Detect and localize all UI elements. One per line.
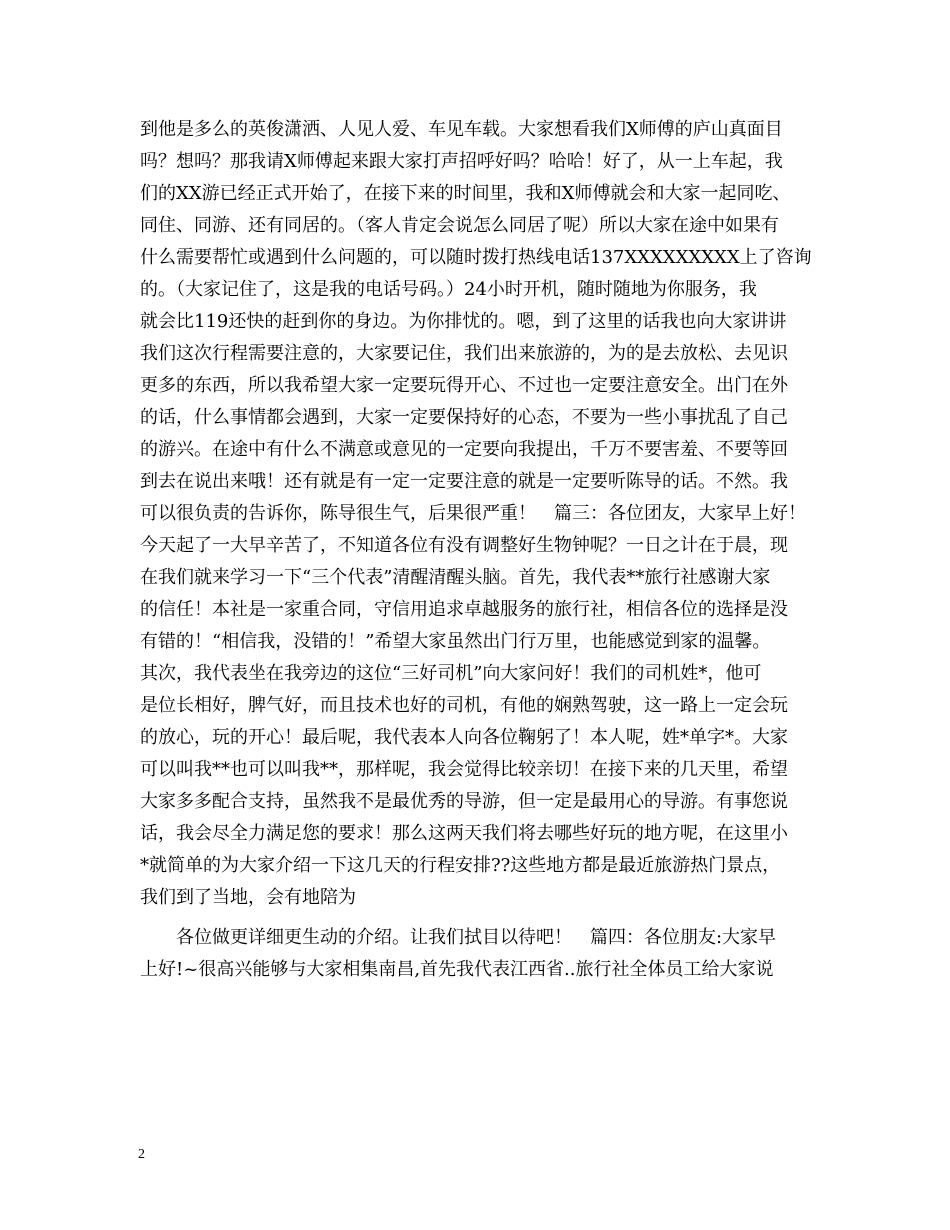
text-line: 就会比119还快的赶到你的身边。为你排忧的。嗯，到了这里的话我也向大家讲讲 xyxy=(140,311,787,332)
text-line: 的放心，玩的开心！最后呢，我代表本人向各位鞠躬了！本人呢，姓*单字*。大家 xyxy=(140,727,788,748)
text-line: 各位做更详细更生动的介绍。让我们拭目以待吧！ 篇四：各位朋友:大家早 xyxy=(176,927,777,948)
paragraph-gap xyxy=(140,914,840,922)
text-line: 的游兴。在途中有什么不满意或意见的一定要向我提出，千万不要害羞、不要等回 xyxy=(140,439,788,460)
text-line: 在我们就来学习一下“三个代表”清醒清醒头脑。首先，我代表**旅行社感谢大家 xyxy=(140,567,771,588)
page-number: 2 xyxy=(138,1147,145,1162)
text-line: 其次，我代表坐在我旁边的这位“三好司机”向大家问好！我们的司机姓*，他可 xyxy=(140,663,762,684)
text-line: 到去在说出来哦！还有就是有一定一定要注意的就是一定要听陈导的话。不然。我 xyxy=(140,471,788,492)
text-line: 的信任！本社是一家重合同，守信用追求卓越服务的旅行社，相信各位的选择是没 xyxy=(140,599,788,620)
text-line: 可以叫我**也可以叫我**，那样呢，我会觉得比较亲切！在接下来的几天里，希望 xyxy=(140,759,788,780)
text-line: 有错的！“相信我，没错的！”希望大家虽然出门行万里，也能感觉到家的温馨。 xyxy=(140,631,771,652)
text-line: 同住、同游、还有同居的。（客人肯定会说怎么同居了呢）所以大家在途中如果有 xyxy=(140,215,779,236)
body-text xyxy=(140,114,840,986)
paragraph-2 xyxy=(140,922,840,986)
text-line: 吗？想吗？那我请X师傅起来跟大家打声招呼好吗？哈哈！好了，从一上车起，我 xyxy=(140,151,783,172)
text-line: 今天起了一大早辛苦了，不知道各位有没有调整好生物钟呢？一日之计在于晨，现 xyxy=(140,535,788,556)
text-line: 什么需要帮忙或遇到什么问题的，可以随时拨打热线电话137XXXXXXXXX上了咨询 xyxy=(140,247,812,268)
text-line: 是位长相好，脾气好，而且技术也好的司机，有他的娴熟驾驶，这一路上一定会玩 xyxy=(140,695,788,716)
text-line: 们的XX游已经正式开始了，在接下来的时间里，我和X师傅就会和大家一起同吃、 xyxy=(140,183,791,204)
text-line: 上好!~很高兴能够与大家相集南昌,首先我代表江西省..旅行社全体员工给大家说 xyxy=(140,959,774,980)
text-line: 到他是多么的英俊潇洒、人见人爱、车见车载。大家想看我们X师傅的庐山真面目 xyxy=(140,119,783,140)
text-line: 大家多多配合支持，虽然我不是最优秀的导游，但一定是最用心的导游。有事您说 xyxy=(140,791,788,812)
text-line: *就简单的为大家介绍一下这几天的行程安排??这些地方都是最近旅游热门景点， xyxy=(140,855,781,876)
text-line: 话，我会尽全力满足您的要求！那么这两天我们将去哪些好玩的地方呢，在这里小 xyxy=(140,823,788,844)
text-line: 可以很负责的告诉你，陈导很生气，后果很严重！ 篇三：各位团友，大家早上好！ xyxy=(140,503,806,524)
paragraph-1 xyxy=(140,114,840,914)
text-line: 更多的东西，所以我希望大家一定要玩得开心、不过也一定要注意安全。出门在外 xyxy=(140,375,788,396)
text-line: 的话，什么事情都会遇到，大家一定要保持好的心态，不要为一些小事扰乱了自己 xyxy=(140,407,788,428)
text-line: 的。（大家记住了，这是我的电话号码。）24小时开机，随时随地为你服务，我 xyxy=(140,279,757,300)
text-line: 我们到了当地，会有地陪为 xyxy=(140,887,356,908)
text-line: 我们这次行程需要注意的，大家要记住，我们出来旅游的，为的是去放松、去见识 xyxy=(140,343,788,364)
